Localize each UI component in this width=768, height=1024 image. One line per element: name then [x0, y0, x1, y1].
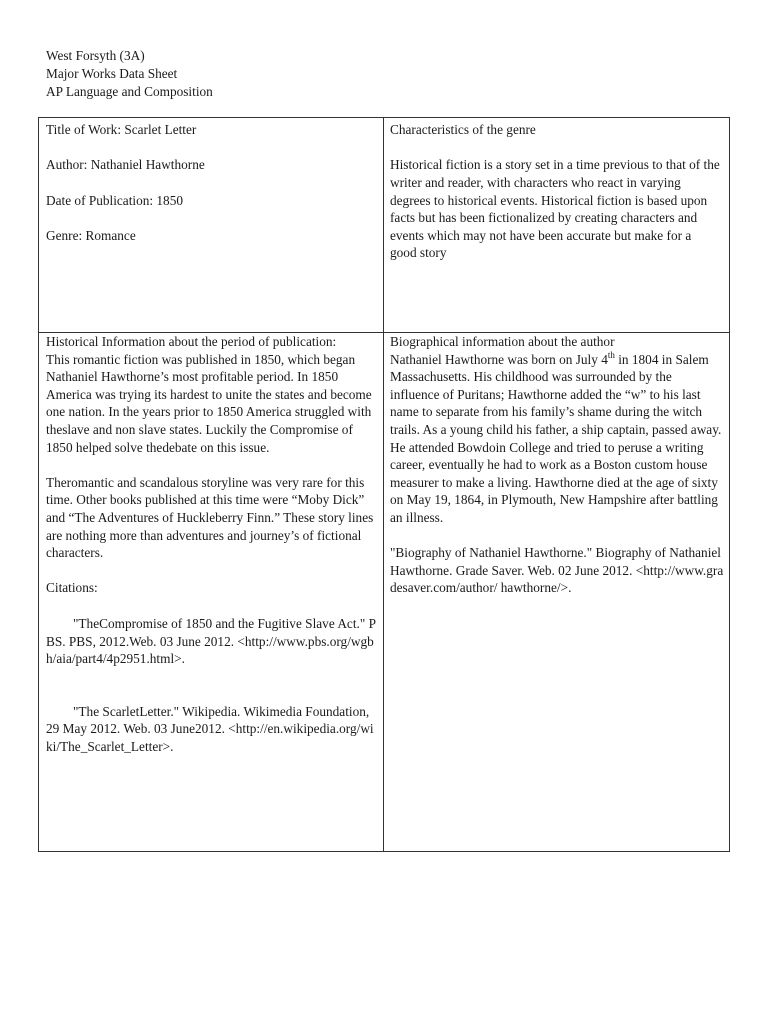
school-line: West Forsyth (3A) [46, 48, 145, 63]
historical-paragraph-1: This romantic fiction was published in 1850, which began Nathaniel Hawthorne’s most profitable period. In 1850 America was trying its hardest to unite the states and become one nation. In the years prior to 1850 America struggled with theslave and non slave states. Luckily the Compromise of 1850 helped solve thedebate on this issue. [46, 351, 372, 455]
historical-heading: Historical Information about the period of publication: [46, 334, 337, 349]
genre-heading: Characteristics of the genre [390, 122, 536, 137]
citations-label: Citations: [46, 580, 98, 596]
genre-description: Historical fiction is a story set in a time previous to that of the writer and reader, with characters who react in varying degrees to historical events. Historical fiction is based upon facts but has been fictionalized by creating characters and events which may not have been accurate but make for a good story [390, 157, 720, 261]
historical-paragraph-2: Theromantic and scandalous storyline was very rare for this time. Other books published at this time were “Moby Dick” and “The Adventures of Huckleberry Finn.” These story lines are nothing more than adventures and journey’s of fictional characters. [46, 474, 374, 561]
course-name: AP Language and Composition [46, 84, 213, 99]
biography-cell [384, 333, 730, 851]
work-date: Date of Publication: 1850 [46, 192, 184, 208]
genre-cell [384, 118, 730, 333]
work-genre: Genre: Romance [46, 228, 136, 244]
bio-text-rest: in 1804 in Salem Massachusetts. His childhood was surrounded by the influence of Puritans; Hawthorne added the “w” to his last name to separate from his family’s shame during the witch trails. As a young child his father, a ship captain, passed away. He attended Bowdoin College and tried to peruse a writing career, eventually he had to work as a Boston custom house measurer to make a living. Hawthorne died at the age of sixty on May 19, 1864, in Plymouth, New Hampshire after battling an illness. [390, 351, 722, 525]
work-author: Author: Nathaniel Hawthorne [46, 157, 205, 173]
data-sheet-table [38, 117, 730, 852]
document-header [46, 47, 213, 101]
sheet-title: Major Works Data Sheet [46, 66, 178, 81]
work-info-cell [39, 118, 384, 333]
bio-superscript: th [607, 349, 615, 360]
bio-heading: Biographical information about the author [390, 334, 615, 349]
work-title: Title of Work: Scarlet Letter [46, 122, 197, 137]
bio-text-start: Nathaniel Hawthorne was born on July 4 [390, 351, 608, 367]
citation-pbs: "TheCompromise of 1850 and the Fugitive Slave Act." PBS. PBS, 2012.Web. 03 June 2012. <http://www.pbs.org/wgbh/aia/part4/4p2951.html>. [46, 615, 376, 667]
bio-text [390, 351, 724, 527]
citation-gradesaver: "Biography of Nathaniel Hawthorne." Biography of Nathaniel Hawthorne. Grade Saver. Web. 02 June 2012. <http://www.gradesaver.com/author/ hawthorne/>. [390, 545, 724, 596]
citation-wikipedia: "The ScarletLetter." Wikipedia. Wikimedia Foundation, 29 May 2012. Web. 03 June2012. <http://en.wikipedia.org/wiki/The_Scarlet_Letter>. [46, 703, 374, 754]
historical-info-cell [39, 333, 384, 851]
